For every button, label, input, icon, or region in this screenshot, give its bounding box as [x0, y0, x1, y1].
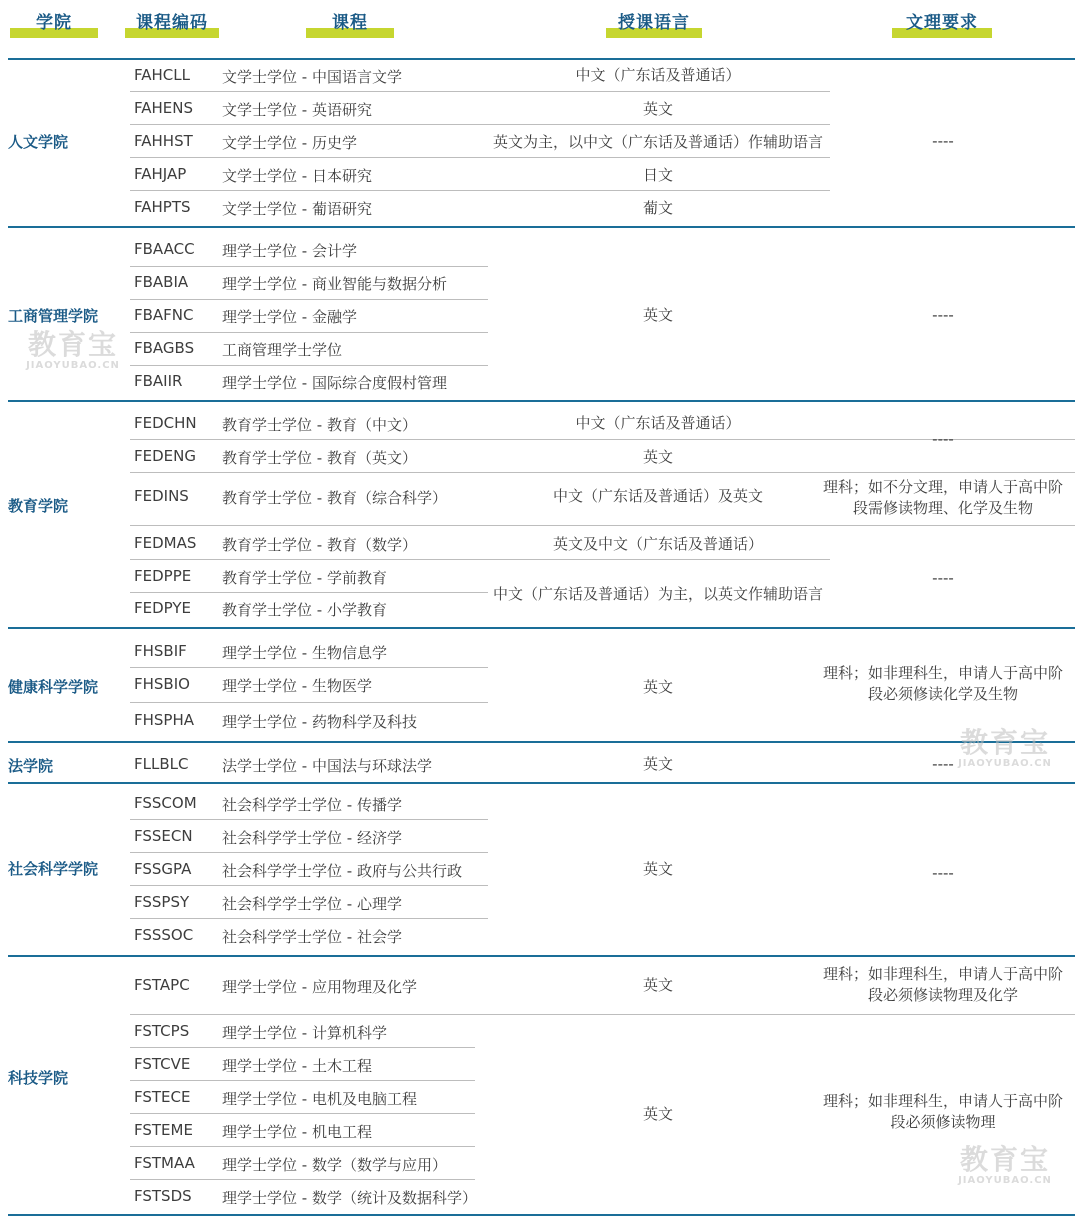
header-course: 课程	[306, 12, 394, 38]
course-name: 教育学士学位 - 教育（数学）	[222, 536, 417, 554]
faculty-name: 教育学院	[8, 497, 69, 515]
course-name: 理学士学位 - 会计学	[222, 242, 357, 260]
course-name: 教育学士学位 - 教育（英文）	[222, 449, 417, 467]
teaching-language: 英文	[642, 976, 673, 994]
science-requirement: ----	[932, 430, 954, 448]
course-code: FSSCOM	[134, 794, 197, 812]
course-name: 理学士学位 - 生物信息学	[222, 644, 387, 662]
table-header	[0, 8, 1080, 44]
teaching-language: 英文	[642, 448, 673, 466]
course-name: 社会科学学士学位 - 社会学	[222, 928, 402, 946]
science-requirement: 理科；如非理科生，申请人于高中阶段必须修读化学及生物	[822, 664, 1063, 703]
science-requirement: 理科；如非理科生，申请人于高中阶段必须修读物理及化学	[822, 965, 1063, 1004]
faculty-section-business	[8, 228, 1075, 402]
course-code: FSTAPC	[134, 976, 190, 994]
course-name: 文学士学位 - 英语研究	[222, 101, 372, 119]
header-code: 课程编码	[125, 12, 219, 38]
course-code: FBABIA	[134, 273, 189, 291]
science-requirement: ----	[932, 755, 954, 773]
teaching-language: 英文	[642, 100, 673, 118]
course-code: FSTCPS	[134, 1022, 190, 1040]
course-name: 教育学士学位 - 小学教育	[222, 601, 387, 619]
course-code: FBAFNC	[134, 306, 194, 324]
course-code: FSTECE	[134, 1088, 191, 1106]
faculty-section-education	[8, 402, 1075, 629]
course-code: FHSBIF	[134, 642, 187, 660]
course-name: 法学士学位 - 中国法与环球法学	[222, 757, 432, 775]
course-name: 理学士学位 - 数学（数学与应用）	[222, 1156, 447, 1174]
course-name: 理学士学位 - 商业智能与数据分析	[222, 275, 447, 293]
course-code: FSSGPA	[134, 860, 192, 878]
course-code: FSSECN	[134, 827, 193, 845]
course-name: 理学士学位 - 金融学	[222, 308, 357, 326]
teaching-language: 中文（广东话及普通话）为主，以英文作辅助语言	[492, 585, 823, 603]
course-code: FEDPYE	[134, 599, 192, 617]
course-name: 文学士学位 - 中国语言文学	[222, 68, 402, 86]
course-code: FBAACC	[134, 240, 195, 258]
science-requirement: 理科；如非理科生，申请人于高中阶段必须修读物理	[822, 1092, 1063, 1131]
watermark-logo: 教育宝 JIAOYUBAO.CN	[958, 726, 1052, 769]
course-name: 文学士学位 - 葡语研究	[222, 200, 372, 218]
course-code: FAHJAP	[134, 165, 187, 183]
course-name: 理学士学位 - 国际综合度假村管理	[222, 374, 447, 392]
course-name: 社会科学学士学位 - 心理学	[222, 895, 402, 913]
faculty-name: 法学院	[8, 757, 54, 775]
teaching-language: 英文	[642, 306, 673, 324]
course-code: FAHPTS	[134, 198, 191, 216]
header-faculty: 学院	[10, 12, 98, 38]
faculty-section-health-sciences	[8, 629, 1075, 743]
course-name: 社会科学学士学位 - 传播学	[222, 796, 402, 814]
course-name: 文学士学位 - 历史学	[222, 134, 357, 152]
course-name: 理学士学位 - 生物医学	[222, 677, 372, 695]
course-code: FHSPHA	[134, 711, 195, 729]
science-requirement: ----	[932, 569, 954, 587]
watermark-logo: 教育宝 JIAOYUBAO.CN	[958, 1143, 1052, 1186]
course-name: 理学士学位 - 土木工程	[222, 1057, 372, 1075]
teaching-language: 英文为主，以中文（广东话及普通话）作辅助语言	[492, 133, 823, 151]
faculty-name: 工商管理学院	[8, 307, 99, 325]
course-name: 理学士学位 - 计算机科学	[222, 1024, 387, 1042]
course-code: FEDINS	[134, 487, 189, 505]
teaching-language: 中文（广东话及普通话）	[575, 66, 741, 84]
faculty-name: 人文学院	[8, 133, 69, 151]
course-code: FEDMAS	[134, 534, 197, 552]
faculty-name: 科技学院	[8, 1069, 69, 1087]
teaching-language: 英文	[642, 1105, 673, 1123]
course-code: FLLBLC	[134, 755, 189, 773]
course-code: FSSSOC	[134, 926, 194, 944]
teaching-language: 中文（广东话及普通话）及英文	[552, 487, 763, 505]
teaching-language: 中文（广东话及普通话）	[575, 414, 741, 432]
teaching-language: 葡文	[642, 199, 673, 217]
course-code: FEDCHN	[134, 414, 197, 432]
course-code: FSSPSY	[134, 893, 190, 911]
course-code: FHSBIO	[134, 675, 190, 693]
course-name: 文学士学位 - 日本研究	[222, 167, 372, 185]
faculty-section-social-sciences	[8, 784, 1075, 957]
course-name: 教育学士学位 - 学前教育	[222, 569, 387, 587]
teaching-language: 英文	[642, 860, 673, 878]
faculty-section-law	[8, 743, 1075, 784]
header-language: 授课语言	[606, 12, 702, 38]
course-code: FSTCVE	[134, 1055, 191, 1073]
course-name: 教育学士学位 - 教育（综合科学）	[222, 489, 447, 507]
course-name: 理学士学位 - 电机及电脑工程	[222, 1090, 417, 1108]
teaching-language: 英文	[642, 678, 673, 696]
course-code: FSTSDS	[134, 1187, 192, 1205]
teaching-language: 英文及中文（广东话及普通话）	[552, 535, 763, 553]
teaching-language: 英文	[642, 755, 673, 773]
faculty-section-science-technology	[8, 957, 1075, 1216]
faculty-section-humanities	[8, 60, 1075, 228]
course-code: FAHENS	[134, 99, 194, 117]
science-requirement: ----	[932, 306, 954, 324]
teaching-language: 日文	[642, 166, 673, 184]
course-code: FSTMAA	[134, 1154, 195, 1172]
science-requirement: 理科；如不分文理，申请人于高中阶段需修读物理、化学及生物	[822, 478, 1063, 517]
course-name: 社会科学学士学位 - 政府与公共行政	[222, 862, 462, 880]
course-name: 教育学士学位 - 教育（中文）	[222, 416, 417, 434]
course-code: FAHHST	[134, 132, 193, 150]
science-requirement: ----	[932, 132, 954, 150]
course-code: FSTEME	[134, 1121, 193, 1139]
course-name: 理学士学位 - 应用物理及化学	[222, 978, 417, 996]
course-name: 社会科学学士学位 - 经济学	[222, 829, 402, 847]
course-name: 工商管理学士学位	[222, 341, 343, 359]
faculty-name: 健康科学学院	[8, 678, 99, 696]
course-name: 理学士学位 - 药物科学及科技	[222, 713, 417, 731]
faculty-name: 社会科学学院	[8, 860, 99, 878]
course-code: FBAGBS	[134, 339, 195, 357]
course-code: FAHCLL	[134, 66, 190, 84]
course-code: FEDENG	[134, 447, 196, 465]
course-code: FBAIIR	[134, 372, 183, 390]
course-name: 理学士学位 - 数学（统计及数据科学）	[222, 1189, 477, 1207]
watermark-logo: 教育宝 JIAOYUBAO.CN	[26, 328, 120, 371]
header-requirement: 文理要求	[892, 12, 992, 38]
course-code: FEDPPE	[134, 567, 192, 585]
science-requirement: ----	[932, 864, 954, 882]
course-name: 理学士学位 - 机电工程	[222, 1123, 372, 1141]
